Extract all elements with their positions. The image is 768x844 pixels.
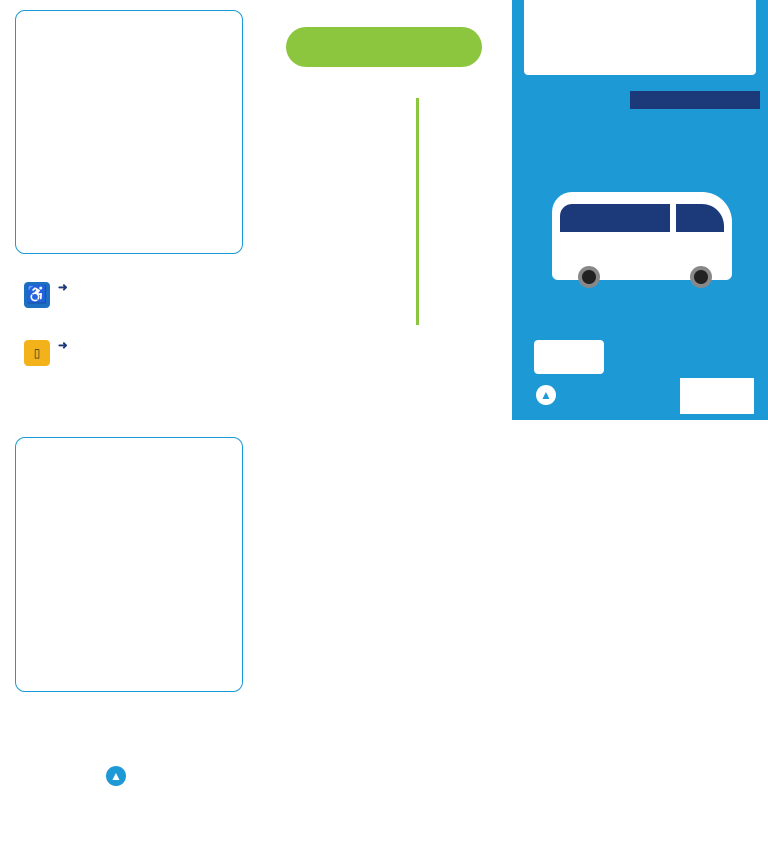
mticket-icon: ▯ — [24, 340, 50, 366]
pmr-info: ♿ ➜ — [24, 282, 234, 308]
line-badge — [630, 91, 760, 109]
region-icon: ▲ — [106, 766, 126, 786]
tarifs-box — [15, 10, 243, 254]
transports-ain-logo — [534, 340, 604, 374]
conditions-box — [15, 437, 243, 692]
region-icon: ▲ — [536, 385, 556, 405]
cover-panel — [512, 0, 768, 420]
car-ain-logo — [524, 0, 756, 75]
wheelchair-icon: ♿ — [24, 282, 50, 308]
ain-logo — [680, 378, 754, 414]
mticket-info: ▯ ➜ — [24, 340, 234, 366]
bus-image — [552, 192, 732, 280]
route-line — [416, 98, 419, 325]
arrets-title — [286, 27, 482, 67]
